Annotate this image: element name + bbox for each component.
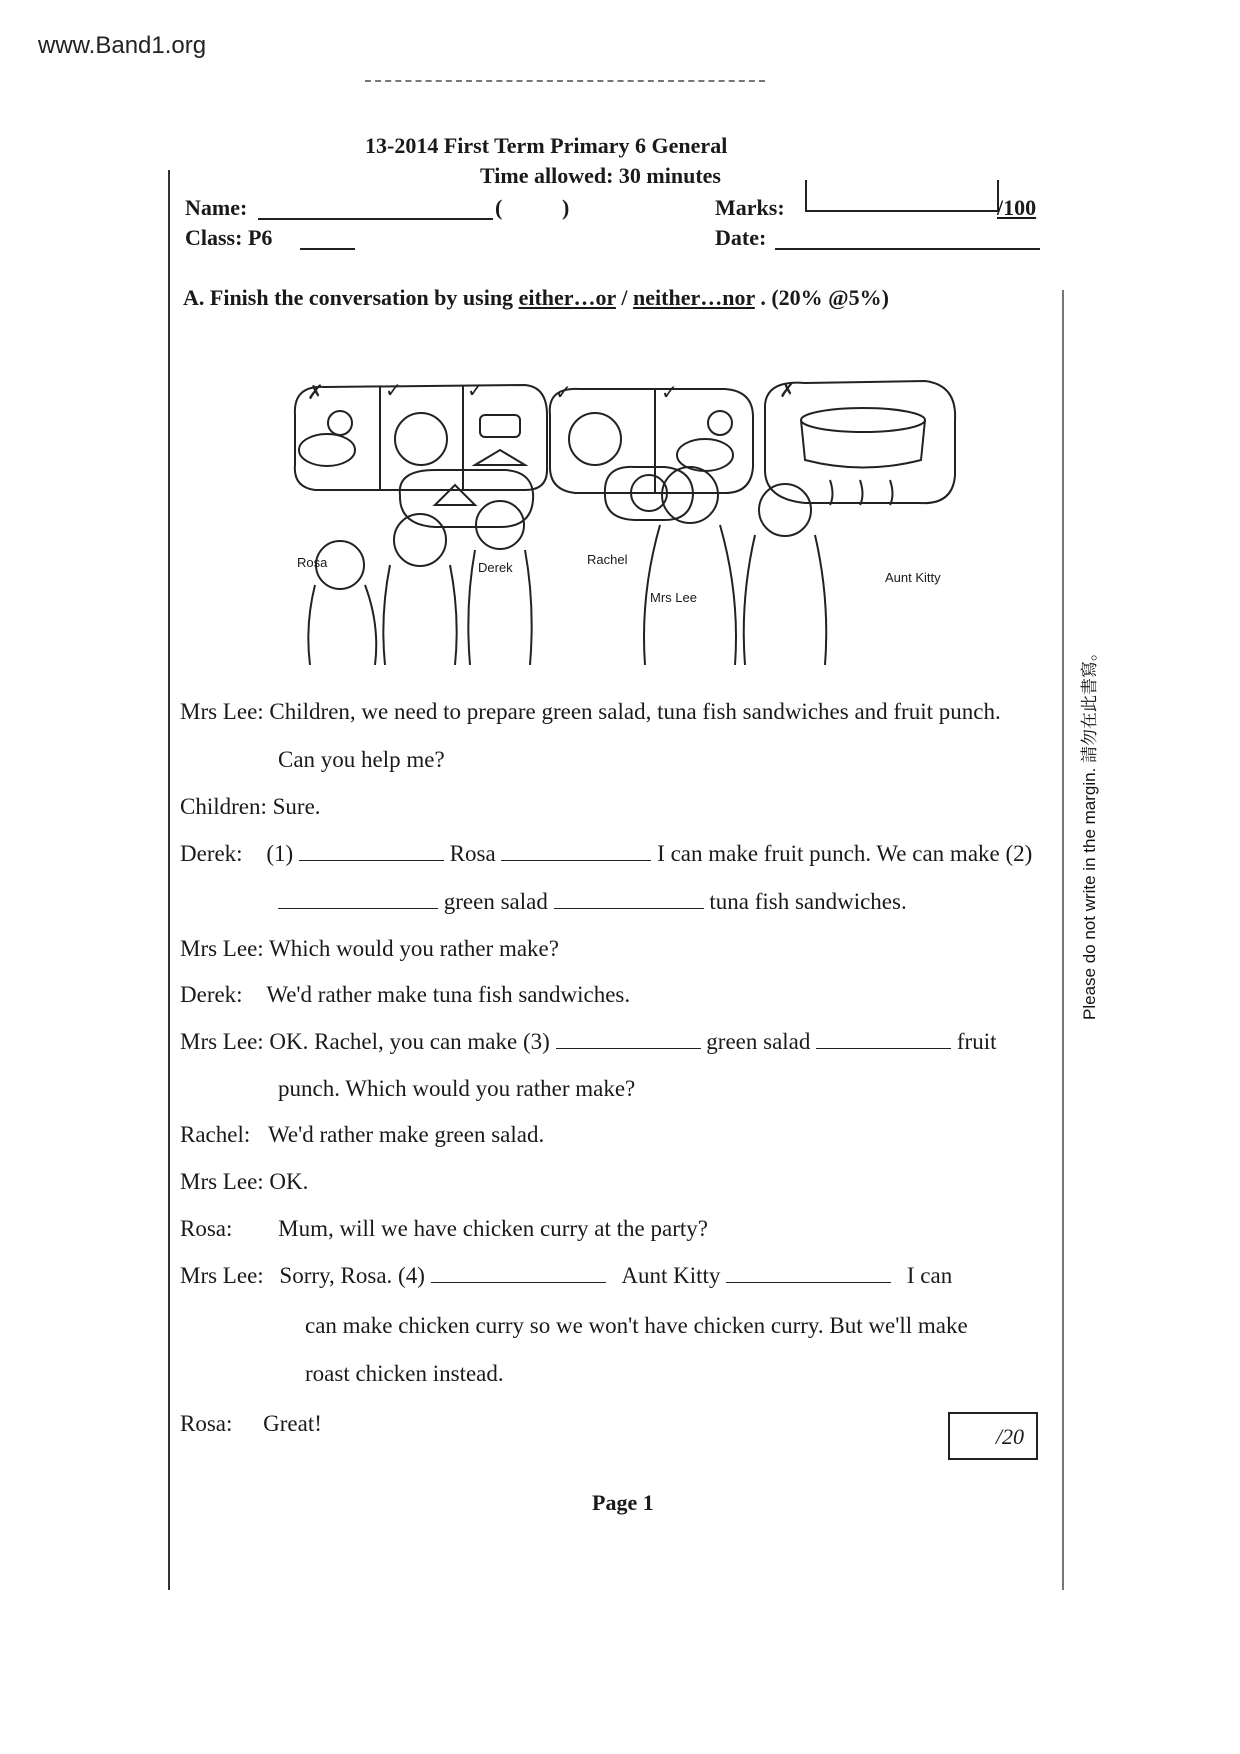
illustration-name-derek: Derek (478, 560, 513, 575)
dialogue-line (180, 937, 559, 960)
dialogue-line (180, 983, 630, 1006)
name-label: Name: (185, 195, 248, 220)
answer-blank-1b[interactable] (501, 842, 651, 861)
paren-open: ( (495, 195, 503, 220)
dialogue-text: Sure. (272, 794, 321, 819)
svg-text:✓: ✓ (661, 382, 678, 404)
dialogue-line (180, 1123, 544, 1146)
section-prefix: A. Finish the conversation by using (183, 285, 514, 310)
page-number: Page 1 (592, 1490, 654, 1515)
marks-box[interactable] (805, 180, 999, 212)
dialogue-text: Rosa (449, 841, 496, 866)
svg-text:✗: ✗ (307, 382, 324, 404)
speaker-label: Children: (180, 794, 267, 819)
dialogue-text: Sorry, Rosa. (4) (279, 1263, 425, 1288)
speaker-label: Mrs Lee: (180, 1029, 264, 1054)
dialogue-line (180, 795, 321, 818)
dialogue-line (180, 842, 1032, 865)
svg-text:✗: ✗ (779, 380, 796, 402)
dialogue-line (180, 1264, 952, 1287)
exam-title: 13-2014 First Term Primary 6 General (365, 133, 728, 158)
dialogue-text: Aunt Kitty (621, 1263, 721, 1288)
dialogue-text: green salad (706, 1029, 811, 1054)
thought-bubble-derek (400, 470, 533, 527)
dialogue-line (180, 700, 1001, 723)
date-label: Date: (715, 225, 767, 250)
dialogue-line (180, 1170, 308, 1193)
date-field[interactable] (775, 248, 1040, 250)
dialogue-line: can make chicken curry so we won't have chicken curry. But we'll make (305, 1313, 968, 1338)
thought-bubble-middle (550, 389, 753, 493)
svg-text:✓: ✓ (385, 380, 402, 402)
dialogue-line (180, 1217, 708, 1240)
top-divider (365, 80, 765, 82)
paren-close: ) (562, 195, 570, 220)
answer-blank-2b[interactable] (554, 890, 704, 909)
dialogue-text: We'd rather make green salad. (268, 1122, 545, 1147)
dialogue-text: I can (906, 1263, 953, 1288)
dialogue-text: tuna fish sandwiches. (709, 889, 907, 914)
speaker-label: Rosa: (180, 1216, 233, 1241)
svg-text:✓: ✓ (467, 380, 484, 402)
marks-total: /100 (997, 195, 1037, 220)
answer-blank-3b[interactable] (816, 1030, 951, 1049)
dialogue-text: I can make fruit punch. We can make (2) (657, 841, 1033, 866)
answer-blank-2a[interactable] (278, 890, 438, 909)
dialogue-text: We'd rather make tuna fish sandwiches. (266, 982, 631, 1007)
dialogue-text: Mum, will we have chicken curry at the party? (278, 1216, 708, 1241)
margin-note: Please do not write in the margin. 請勿在此書寫。 (1080, 643, 1099, 1020)
speaker-label: Derek: (180, 841, 243, 866)
time-allowed: Time allowed: 30 minutes (480, 163, 721, 188)
dialogue-line: roast chicken instead. (305, 1361, 504, 1386)
dialogue-text: OK. Rachel, you can make (3) (269, 1029, 550, 1054)
dialogue-line (180, 1030, 997, 1053)
conversation-illustration (285, 375, 965, 665)
dialogue-line (180, 1412, 322, 1435)
name-field[interactable] (258, 218, 493, 220)
dialogue-text: OK. (269, 1169, 309, 1194)
section-option-neither: neither…nor (633, 285, 755, 310)
answer-blank-1a[interactable] (299, 842, 444, 861)
dialogue-line: Can you help me? (278, 747, 445, 772)
speaker-label: Derek: (180, 982, 243, 1007)
question-number: (1) (266, 841, 294, 866)
dialogue-text: Which would you rather make? (269, 936, 559, 961)
illustration-name-rachel: Rachel (587, 552, 628, 567)
frame-right-border (1062, 290, 1064, 1590)
section-a-heading (183, 285, 889, 311)
section-option-either: either…or (518, 285, 616, 310)
answer-blank-4b[interactable] (726, 1264, 891, 1283)
speaker-label: Mrs Lee: (180, 699, 264, 724)
watermark-text: www.Band1.org (38, 32, 207, 59)
score-box[interactable] (948, 1412, 1038, 1460)
answer-blank-4a[interactable] (431, 1264, 606, 1283)
dialogue-text: green salad (443, 889, 548, 914)
frame-left-border (168, 170, 170, 1590)
dialogue-text: Children, we need to prepare green salad, tuna fish sandwiches and fruit punch. (269, 699, 1001, 724)
speaker-label: Mrs Lee: (180, 936, 264, 961)
dialogue-line: punch. Which would you rather make? (278, 1076, 636, 1101)
speaker-label: Rosa: (180, 1411, 233, 1436)
section-suffix: . (20% @5%) (760, 285, 889, 310)
answer-blank-3a[interactable] (556, 1030, 701, 1049)
marks-label: Marks: (715, 195, 785, 220)
illustration-name-rosa: Rosa (297, 555, 328, 570)
svg-text:✓: ✓ (555, 382, 572, 404)
section-sep: / (621, 285, 628, 310)
dialogue-line (278, 890, 907, 913)
class-label: Class: P6 (185, 225, 273, 250)
speaker-label: Rachel: (180, 1122, 251, 1147)
dialogue-text: Great! (263, 1411, 322, 1436)
class-field[interactable] (300, 248, 355, 250)
score-total: /20 (995, 1424, 1024, 1449)
speaker-label: Mrs Lee: (180, 1263, 264, 1288)
illustration-name-mrs-lee: Mrs Lee (650, 590, 697, 605)
illustration-name-aunt-kitty: Aunt Kitty (885, 570, 941, 585)
dialogue-text: fruit (956, 1029, 997, 1054)
speaker-label: Mrs Lee: (180, 1169, 264, 1194)
